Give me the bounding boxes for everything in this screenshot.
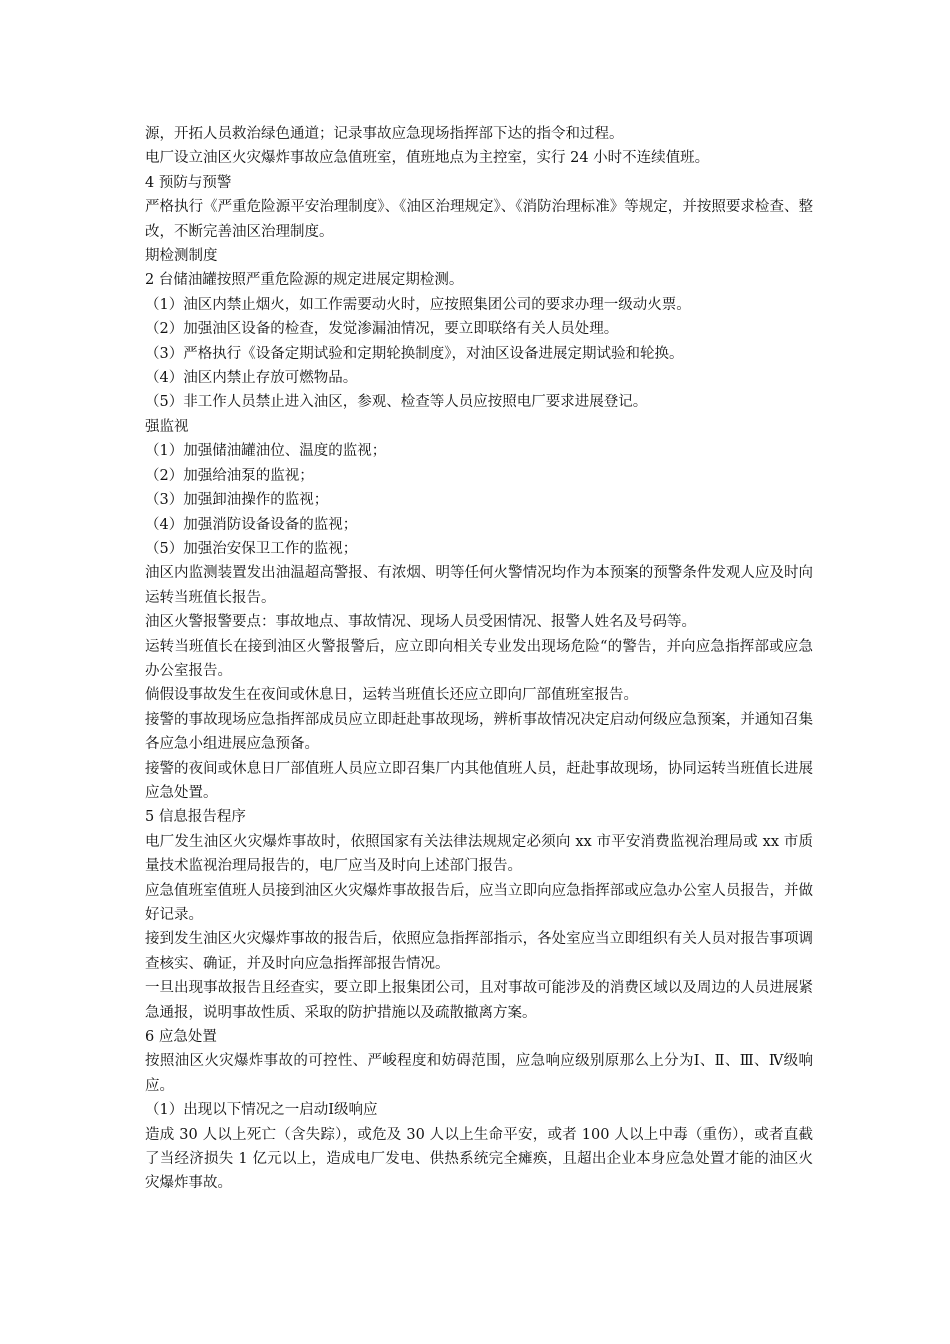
paragraph-14: 一旦出现事故报告且经查实，要立即上报集团公司，且对事故可能涉及的消费区域以及周边的人员进展紧急通报，说明事故性质、采取的防护措施以及疏散撤离方案。: [145, 980, 813, 1021]
list-item-4: （4）油区内禁止存放可燃物品。: [145, 370, 358, 387]
paragraph-9: 接警的事故现场应急指挥部成员应立即赶赴事故现场，辨析事故情况决定启动何级应急预案，并通知召集各应急小组进展应急预备。: [145, 711, 813, 753]
list-item-2: （2）加强油区设备的检查，发觉渗漏油情况，要立即联络有关人员处理。: [145, 321, 619, 338]
paragraph-13: 接到发生油区火灾爆炸事故的报告后，依照应急指挥部指示，各处室应当立即组织有关人员对报告事项调查核实、确证，并及时向应急指挥部报告情况。: [145, 931, 813, 972]
paragraph-15: 按照油区火灾爆炸事故的可控性、严峻程度和妨碍范围，应急响应级别原那么上分为Ⅰ、Ⅱ、Ⅲ、Ⅳ级响应。: [145, 1053, 813, 1094]
monitor-item-3: （3）加强卸油操作的监视；: [145, 492, 329, 509]
subheading-monitoring: 强监视: [145, 418, 189, 435]
subheading-inspection: 期检测制度: [145, 248, 218, 265]
paragraph-2: 电厂设立油区火灾爆炸事故应急值班室，值班地点为主控室，实行 24 小时不连续值班。: [145, 150, 710, 167]
paragraph-4: 2 台储油罐按照严重危险源的规定进展定期检测。: [145, 272, 464, 289]
paragraph-5: 油区内监测装置发出油温超高警报、有浓烟、明等任何火警情况均作为本预案的预警条件发观人应及时向运转当班值长报告。: [145, 565, 813, 606]
paragraph-12: 应急值班室值班人员接到油区火灾爆炸事故报告后，应当立即向应急指挥部或应急办公室人员报告，并做好记录。: [145, 882, 813, 923]
document-body: [145, 122, 813, 1196]
monitor-item-4: （4）加强消防设备设备的监视；: [145, 516, 358, 533]
list-item-3: （3）严格执行《设备定期试验和定期轮换制度》，对油区设备进展定期试验和轮换。: [145, 345, 684, 362]
paragraph-1: 源，开拓人员救治绿色通道；记录事故应急现场指挥部下达的指令和过程。: [145, 126, 624, 142]
paragraph-10: 接警的夜间或休息日厂部值班人员应立即召集厂内其他值班人员，赶赴事故现场，协同运转当班值长进展应急处置。: [145, 760, 813, 801]
paragraph-3: 严格执行《严重危险源平安治理制度》、《油区治理规定》、《消防治理标准》等规定，并按照要求检查、整改，不断完善油区治理制度。: [145, 199, 813, 240]
paragraph-11: 电厂发生油区火灾爆炸事故时，依照国家有关法律法规规定必须向 xx 市平安消费监视治理局或 xx 市质量技术监视治理局报告的，电厂应当及时向上述部门报告。: [145, 833, 813, 875]
paragraph-16: 造成 30 人以上死亡（含失踪），或危及 30 人以上生命平安，或者 100 人以上中毒（重伤），或者直截了当经济损失 1 亿元以上，造成电厂发电、供热系统完全瘫痪，且超出企业本身应急处置才能的油区火灾爆炸事故。: [145, 1126, 813, 1192]
paragraph-6: 油区火警报警要点：事故地点、事故情况、现场人员受困情况、报警人姓名及号码等。: [145, 614, 696, 631]
monitor-item-1: （1）加强储油罐油位、温度的监视；: [145, 443, 387, 460]
paragraph-7: 运转当班值长在接到油区火警报警后，应立即向相关专业发出现场危险“的警告，并向应急指挥部或应急办公室报告。: [145, 638, 813, 679]
paragraph-8: 倘假设事故发生在夜间或休息日，运转当班值长还应立即向厂部值班室报告。: [145, 687, 638, 704]
section-heading-5: 5 信息报告程序: [145, 809, 246, 826]
response-level-1-heading: （1）出现以下情况之一启动Ⅰ级响应: [145, 1102, 378, 1119]
monitor-item-5: （5）加强治安保卫工作的监视；: [145, 540, 358, 557]
section-heading-6: 6 应急处置: [145, 1029, 217, 1046]
list-item-5: （5）非工作人员禁止进入油区，参观、检查等人员应按照电厂要求进展登记。: [145, 394, 648, 411]
section-heading-4: 4 预防与预警: [145, 174, 232, 191]
list-item-1: （1）油区内禁止烟火，如工作需要动火时，应按照集团公司的要求办理一级动火票。: [145, 296, 691, 313]
monitor-item-2: （2）加强给油泵的监视；: [145, 467, 314, 484]
